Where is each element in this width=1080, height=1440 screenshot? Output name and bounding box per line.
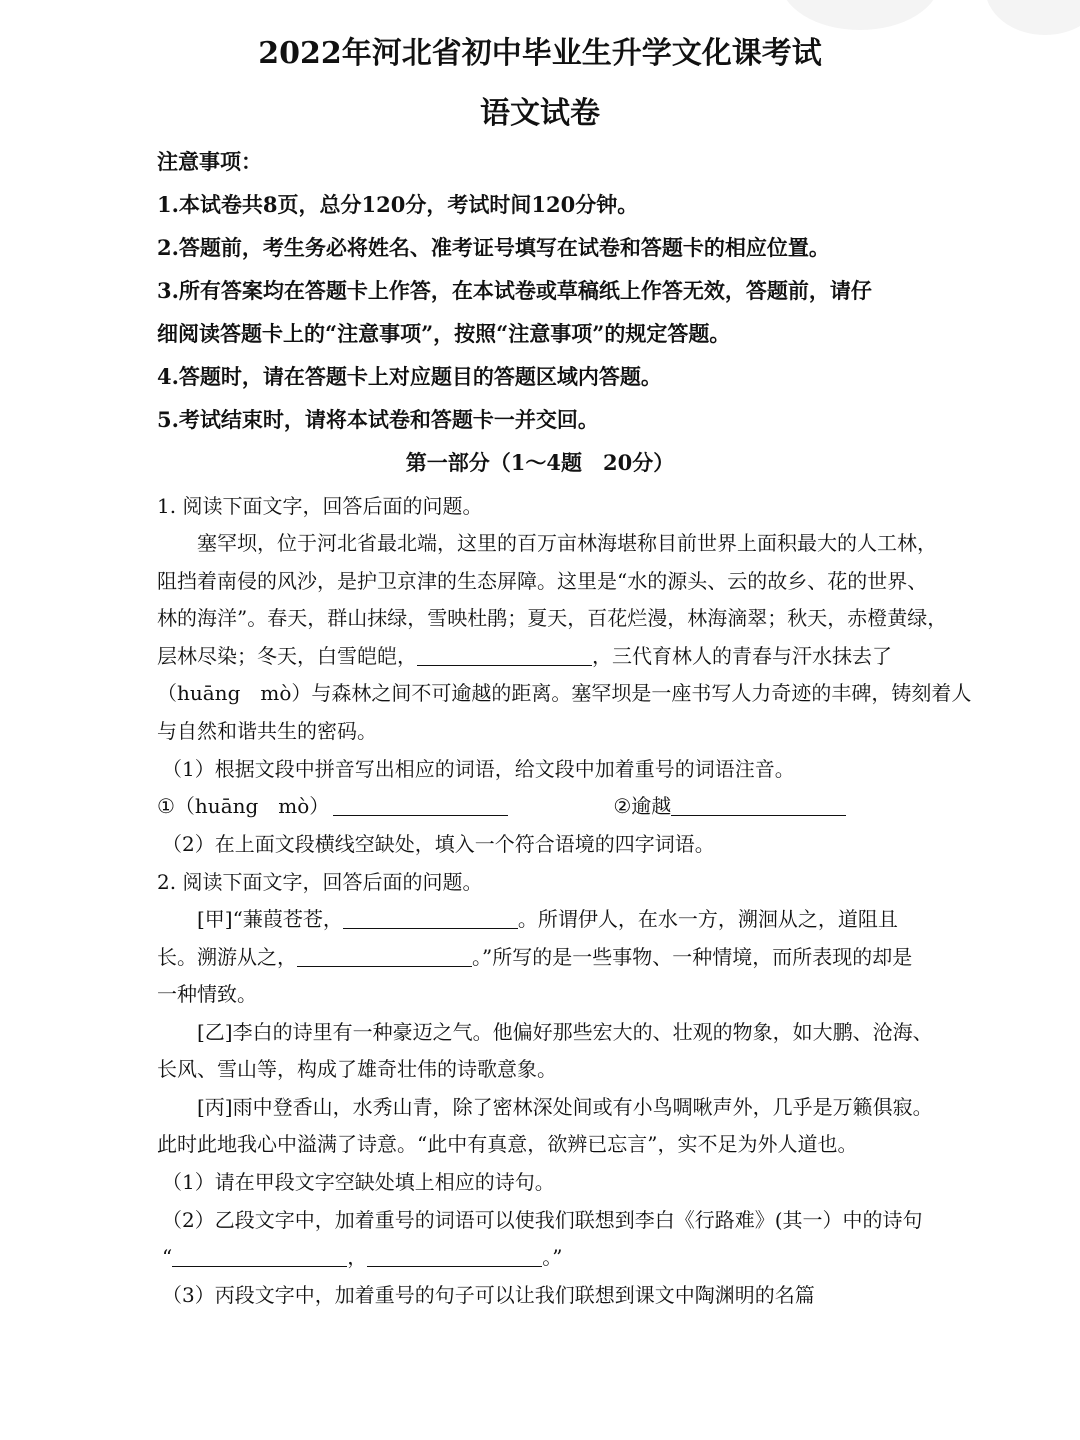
passage-text: [甲]“蒹葭苍苍， — [197, 907, 343, 931]
q1-passage-line: （huāng mò）与森林之间不可逾越的距离。塞罕坝是一座书写人力奇迹的丰碑，铸刻着人 — [157, 681, 972, 705]
answer-blank[interactable] — [297, 946, 472, 967]
passage-text: 长。溯游从之， — [157, 945, 297, 969]
passage-text: 层林尽染；冬天，白雪皑皑， — [157, 644, 417, 668]
notice-item: 5.考试结束时，请将本试卷和答题卡一并交回。 — [157, 407, 599, 432]
answer-blank[interactable] — [367, 1246, 542, 1267]
punctuation: 。” — [542, 1245, 563, 1269]
q2-subquestion: （3）丙段文字中，加着重号的句子可以让我们联想到课文中陶渊明的名篇 — [162, 1283, 815, 1307]
q2-passage-line — [197, 903, 898, 932]
notice-item: 4.答题时，请在答题卡上对应题目的答题区域内答题。 — [157, 364, 662, 389]
notice-item: 1.本试卷共8页，总分120分，考试时间120分钟。 — [157, 192, 639, 217]
q2-subquestion: （2）乙段文字中，加着重号的词语可以使我们联想到李白《行路难》(其一）中的诗句 — [162, 1208, 923, 1232]
passage-text: 。”所写的是一些事物、一种情境，而所表现的却是 — [472, 945, 913, 969]
notice-heading: 注意事项： — [157, 149, 262, 174]
q1-subquestion: （2）在上面文段横线空缺处，填入一个符合语境的四字词语。 — [162, 832, 715, 856]
answer-blank[interactable] — [417, 645, 592, 666]
q2-passage-line — [157, 941, 912, 970]
page-title: 2022年河北省初中毕业生升学文化课考试 — [258, 36, 822, 71]
notice-item: 3.所有答案均在答题卡上作答，在本试卷或草稿纸上作答无效，答题前，请仔 — [157, 278, 872, 303]
answer-blank[interactable] — [333, 795, 508, 816]
q1-passage-line: 与自然和谐共生的密码。 — [157, 719, 377, 743]
part-heading: 第一部分（1～4题 20分） — [405, 450, 675, 475]
notice-item: 细阅读答题卡上的“注意事项”，按照“注意事项”的规定答题。 — [157, 321, 731, 346]
q1-answer-row — [157, 790, 846, 819]
answer-blank[interactable] — [343, 908, 518, 929]
passage-text: ，三代育林人的青春与汗水抹去了 — [592, 644, 892, 668]
q2-passage-line: 长风、雪山等，构成了雄奇壮伟的诗歌意象。 — [157, 1057, 557, 1081]
q2-passage-line: [丙]雨中登香山，水秀山青，除了密林深处间或有小鸟啁啾声外，几乎是万籁俱寂。 — [197, 1095, 933, 1119]
quote-mark: “ — [162, 1245, 173, 1269]
q2-answer-row — [162, 1241, 562, 1270]
q2-subquestion: （1）请在甲段文字空缺处填上相应的诗句。 — [162, 1170, 555, 1194]
q1-passage-line: 塞罕坝，位于河北省最北端，这里的百万亩林海堪称目前世界上面积最大的人工林， — [197, 531, 937, 555]
q1-passage-line — [157, 640, 892, 669]
q2-passage-line: 此时此地我心中溢满了诗意。“此中有真意，欲辨已忘言”，实不足为外人道也。 — [157, 1132, 858, 1156]
q1-passage-line: 阻挡着南侵的风沙，是护卫京津的生态屏障。这里是“水的源头、云的故乡、花的世界、 — [157, 569, 928, 593]
notice-item: 2.答题前，考生务必将姓名、准考证号填写在试卷和答题卡的相应位置。 — [157, 235, 830, 260]
q1-passage-line: 林的海洋”。春天，群山抹绿，雪映杜鹃；夏天，百花烂漫，林海滴翠；秋天，赤橙黄绿， — [157, 606, 948, 630]
answer-label: ①（huāng mò） — [157, 794, 330, 818]
page-subtitle: 语文试卷 — [480, 96, 600, 131]
answer-blank[interactable] — [172, 1246, 347, 1267]
q1-stem: 1. 阅读下面文字，回答后面的问题。 — [157, 494, 483, 518]
q1-subquestion: （1）根据文段中拼音写出相应的词语，给文段中加着重号的词语注音。 — [162, 757, 795, 781]
answer-blank[interactable] — [671, 795, 846, 816]
punctuation: ， — [347, 1245, 368, 1269]
q2-passage-line: 一种情致。 — [157, 982, 257, 1006]
q2-stem: 2. 阅读下面文字，回答后面的问题。 — [157, 870, 483, 894]
passage-text: 。所谓伊人，在水一方，溯洄从之，道阻且 — [517, 907, 898, 931]
answer-label: ②逾越 — [613, 794, 672, 818]
q2-passage-line: [乙]李白的诗里有一种豪迈之气。他偏好那些宏大的、壮观的物象，如大鹏、沧海、 — [197, 1020, 933, 1044]
